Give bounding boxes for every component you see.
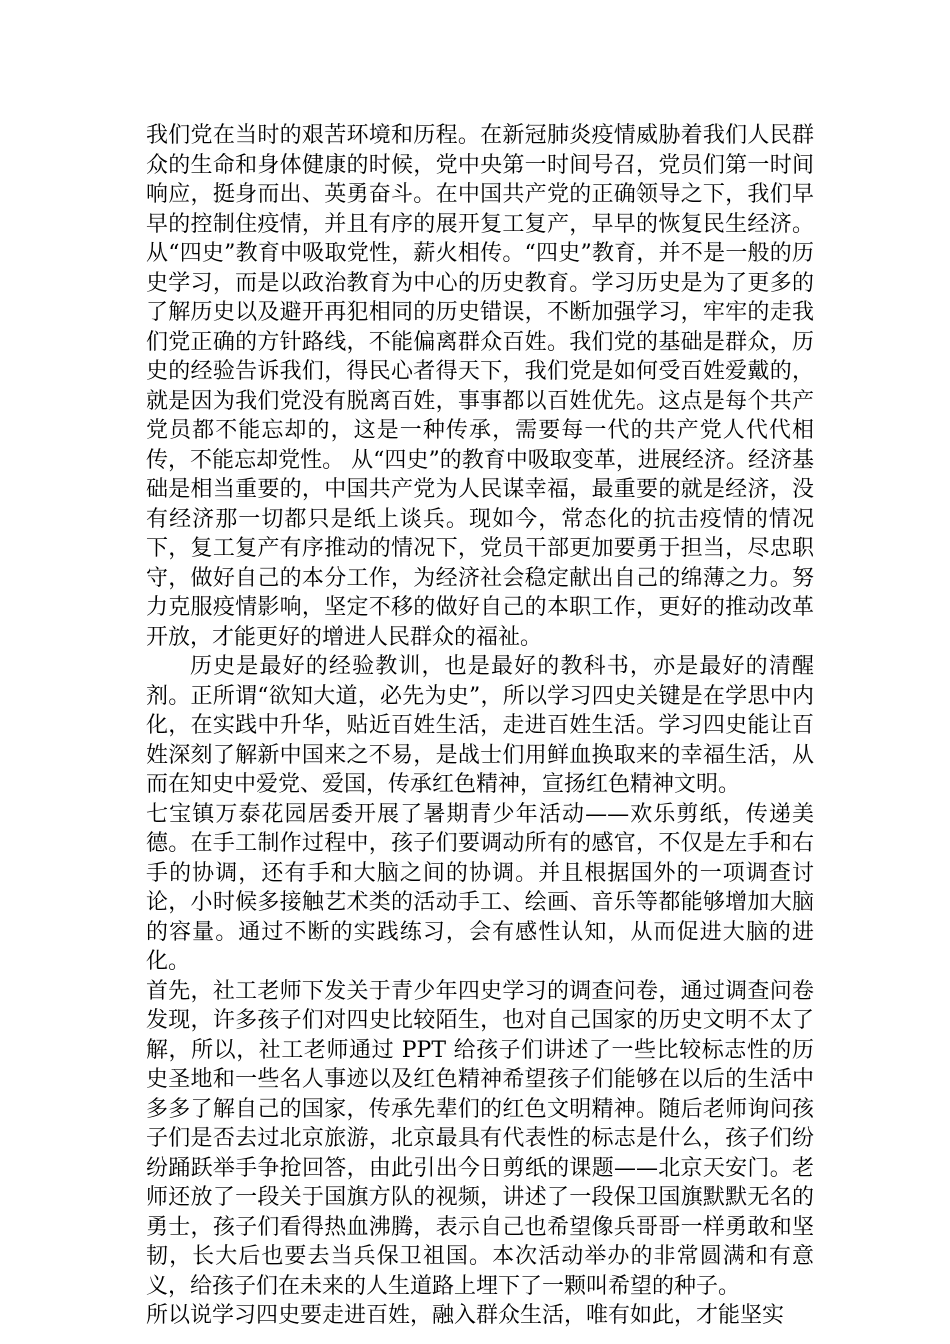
paragraph-5: 所以说学习四史要走进百姓，融入群众生活，唯有如此，才能坚实 — [146, 1303, 785, 1328]
paragraph-3: 七宝镇万泰花园居委开展了暑期青少年活动——欢乐剪纸，传递美德。在手工制作过程中，孩子们要调动所有的感官，不仅是左手和右手的协调，还有手和大脑之间的协调。并且根据国外的一项调查讨论，小时候多接触艺术类的活动手工、绘画、音乐等都能够增加大脑的容量。通过不断的实践练习，会有感性认知，从而促进大脑的进化。 — [146, 801, 814, 974]
paragraph-2: 历史是最好的经验教训，也是最好的教科书，亦是最好的清醒剂。正所谓“欲知大道，必先为史”，所以学习四史关键是在学思中内化，在实践中升华，贴近百姓生活，走进百姓生活。学习四史能让百姓深刻了解新中国来之不易，是战士们用鲜血换取来的幸福生活，从而在知史中爱党、爱国，传承红色精神，宣扬红色精神文明。 — [146, 654, 814, 797]
paragraph-4: 首先，社工老师下发关于青少年四史学习的调查问卷，通过调查问卷发现，许多孩子们对四史比较陌生，也对自己国家的历史文明不太了解，所以，社工老师通过 PPT 给孩子们讲述了一些比较标志性的历史圣地和一些名人事迹以及红色精神希望孩子们能够在以后的生活中多多了解自己的国家，传承先辈们的红色文明精神。随后老师询问孩子们是否去过北京旅游，北京最具有代表性的标志是什么，孩子们纷纷踊跃举手争抢回答，由此引出今日剪纸的课题——北京天安门。老师还放了一段关于国旗方队的视频，讲述了一段保卫国旗默默无名的勇士，孩子们看得热血沸腾，表示自己也希望像兵哥哥一样勇敢和坚韧，长大后也要去当兵保卫祖国。本次活动举办的非常圆满和有意义，给孩子们在未来的人生道路上埋下了一颗叫希望的种子。 — [146, 978, 814, 1299]
document-body — [146, 121, 814, 1331]
paragraph-1: 我们党在当时的艰苦环境和历程。在新冠肺炎疫情威胁着我们人民群众的生命和身体健康的时候，党中央第一时间号召，党员们第一时间响应，挺身而出、英勇奋斗。在中国共产党的正确领导之下，我们早早的控制住疫情，并且有序的展开复工复产，早早的恢复民生经济。 从“四史”教育中吸取党性，薪火相传。“四史”教育，并不是一般的历史学习，而是以政治教育为中心的历史教育。学习历史是为了更多的了解历史以及避开再犯相同的历史错误，不断加强学习，牢牢的走我们党正确的方针路线，不能偏离群众百姓。我们党的基础是群众，历史的经验告诉我们，得民心者得天下，我们党是如何受百姓爱戴的，就是因为我们党没有脱离百姓，事事都以百姓优先。这点是每个共产党员都不能忘却的，这是一种传承，需要每一代的共产党人代代相传，不能忘却党性。 从“四史”的教育中吸取变革，进展经济。经济基础是相当重要的，中国共产党为人民谋幸福，最重要的就是经济，没有经济那一切都只是纸上谈兵。现如今，常态化的抗击疫情的情况下，复工复产有序推动的情况下，党员干部更加要勇于担当，尽忠职守，做好自己的本分工作，为经济社会稳定献出自己的绵薄之力。努力克服疫情影响，坚定不移的做好自己的本职工作，更好的推动改革开放，才能更好的增进人民群众的福祉。 — [146, 123, 814, 650]
